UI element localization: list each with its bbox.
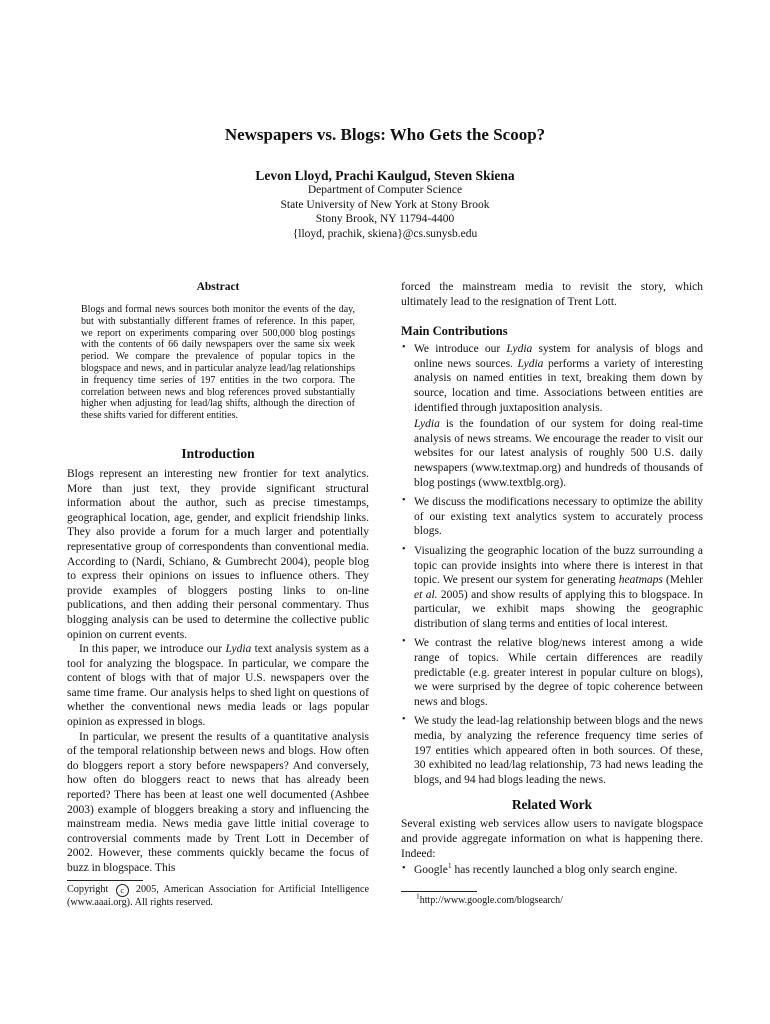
list-item [401,544,703,632]
list-item [401,495,703,539]
contribution-1-part-a: We introduce our [414,343,501,356]
bullet-icon: • [402,714,406,726]
affiliation-dept: Department of Computer Science [307,184,463,196]
intro-paragraph-3: In particular, we present the results of a quantitative analysis of the temporal relationship between news and blogs. How often do bloggers report a story before newspapers? And conversely, how often do bloggers react to news that has already been reported? There has been at least one well documented (Ashbee 2003) example of bloggers breaking a story and influencing the mainstream media. News media gave little initial coverage to controversial comments made by Trent Lott in December of 2002. However, these comments quickly became the focus of buzz in blogspace. This [67,730,369,874]
copyright-label: Copyright [67,884,109,895]
contribution-2: We discuss the modifications necessary to optimize the ability of our existing text analytics system to accurately process blogs. [414,496,703,538]
footnote [416,891,563,907]
intro-p2-start: In this paper, we introduce our [79,643,223,656]
contributions-list [401,342,703,787]
intro-p2-rest: text analysis system as a tool for analyzing the blogspace. In particular, we compare the content of blogs with that of major U.S. newspapers over the same time frame. Our analysis helps to shed light on questions of whether the conventional news media leads or lags popular opinion as expressed in blogs. [67,643,369,729]
list-item [401,636,703,709]
lydia-term: Lydia [517,357,544,370]
right-column [401,280,703,883]
left-column [67,280,369,876]
intro-paragraph-3-continued: forced the mainstream media to revisit the story, which ultimately lead to the resignation of Trent Lott. [401,281,703,308]
et-al-term: et al. [414,588,438,601]
lydia-term: Lydia [506,343,533,356]
related-work-paragraph: Several existing web services allow users to navigate blogspace and provide aggregate information on what is happening there. Indeed: [401,818,703,860]
abstract-text: Blogs and formal news sources both monitor the events of the day, but with substantially different frames of reference. In this paper, we report on experiments comparing over 500,000 blog postings with the contents of 66 daily newspapers over the same six week period. We compare the prevalence of popular topics in the blogspace and news, and in particular analyze lead/lag relationships in frequency time series of 197 entities in the two corpora. The correlation between news and blog references proved substantially higher when adjusting for lead/lag shifts, although the direction of these shifts varied for different entities. [81,304,355,422]
contribution-3-part-c: 2005) and show results of applying this to blogspace. In particular, we exhibit maps showing the geographic distribution of slang terms and entities of local interest. [414,588,704,630]
copyright-symbol: c [116,884,129,897]
affiliation-block [0,183,770,241]
paper-title: Newspapers vs. Blogs: Who Gets the Scoop? [224,125,546,144]
bullet-icon: • [402,342,406,354]
footnote-number: 1 [416,891,420,901]
paper-authors: Levon Lloyd, Prachi Kaulgud, Steven Skiena [255,168,515,183]
related-work-heading: Related Work [511,797,593,813]
contribution-5: We study the lead-lag relationship between blogs and the news media, by analyzing the reference frequency time series of 197 entities which appeared often in both sources. Of these, 30 exhibited no lead/lag relationship, 73 had news leading the blogs, and 94 had blogs leading the news. [414,715,703,786]
contribution-1-sub-text: is the foundation of our system for doing real-time analysis of news streams. We encourage the reader to visit our websites for our latest analysis of roughly 500 U.S. daily newspapers (www.textmap.org) and hundreds of thousands of blog postings (www.textblg.org). [414,418,703,489]
copyright-block [67,880,369,910]
lydia-term: Lydia [414,418,440,431]
copyright-notice: 2005, American Association for Artificial Intelligence (www.aaai.org). All rights reserved. [67,884,369,908]
affiliation-emails: {lloyd, prachik, skiena}@cs.sunysb.edu [292,227,478,240]
intro-paragraph-2 [67,642,369,730]
lydia-term: Lydia [225,643,252,656]
footnote-url[interactable]: http://www.google.com/blogsearch/ [419,895,563,906]
related-work-list [401,863,703,878]
contribution-3-part-a: Visualizing the geographic location of the buzz surrounding a topic can provide insights into where there is interest in that topic. We present our system for generating [414,544,703,587]
introduction-heading: Introduction [181,445,255,461]
heatmaps-term: heatmaps [618,574,663,587]
bullet-icon: • [402,636,406,648]
affiliation-address: Stony Brook, NY 11794-4400 [315,213,455,225]
list-item [401,863,703,878]
footnote-rule [67,880,143,881]
intro-paragraph-1: Blogs represent an interesting new frontier for text analytics. More than just text, they provide significant structural information about the author, such as precise timestamps, geographical location, age, gender, and explicit friendship links. They also provide a forum for a much larger and potentially representative group of correspondents than conventional media. According to (Nardi, Schiano, & Gumbrecht 2004), people blog to express their opinions on issues to influence others. They provide examples of bloggers posting links to on-line publications, and then adding their personal commentary. Thus blogging analysis can be used to determine the collective public opinion on current events. [67,467,369,641]
bullet-icon: • [402,863,406,875]
list-item [401,714,703,787]
related-item-google-text: has recently launched a blog only search engine. [454,864,678,877]
list-item [401,342,703,490]
contribution-4: We contrast the relative blog/news interest among a wide range of topics. While certain differences are readily predictable (e.g. greater interest in popular culture on blogs), we were surprised by the degree of topic coherence between news and blogs. [414,637,703,708]
abstract-heading: Abstract [196,281,240,293]
contribution-3 [414,544,703,632]
bullet-icon: • [402,495,406,507]
contribution-3-part-b: (Mehler [665,574,704,587]
contribution-1-part-c: performs a variety of interesting analysis on named entities in text, breaking them down by source, location and time. Associations between entities are identified through juxtaposition analysis. [414,357,704,414]
copyright-text [67,884,369,910]
contribution-1 [414,342,703,415]
right-footnote-rule [401,891,477,892]
contributions-heading: Main Contributions [401,324,508,339]
contribution-1-sub [414,417,703,490]
related-item-google [414,863,703,878]
affiliation-university: State University of New York at Stony Brook [280,198,490,211]
contribution-1-part-b: system for analysis of blogs and online news sources. [414,343,703,370]
google-label: Google [414,864,448,877]
footnote-marker: 1 [447,861,452,871]
bullet-icon: • [402,543,406,555]
